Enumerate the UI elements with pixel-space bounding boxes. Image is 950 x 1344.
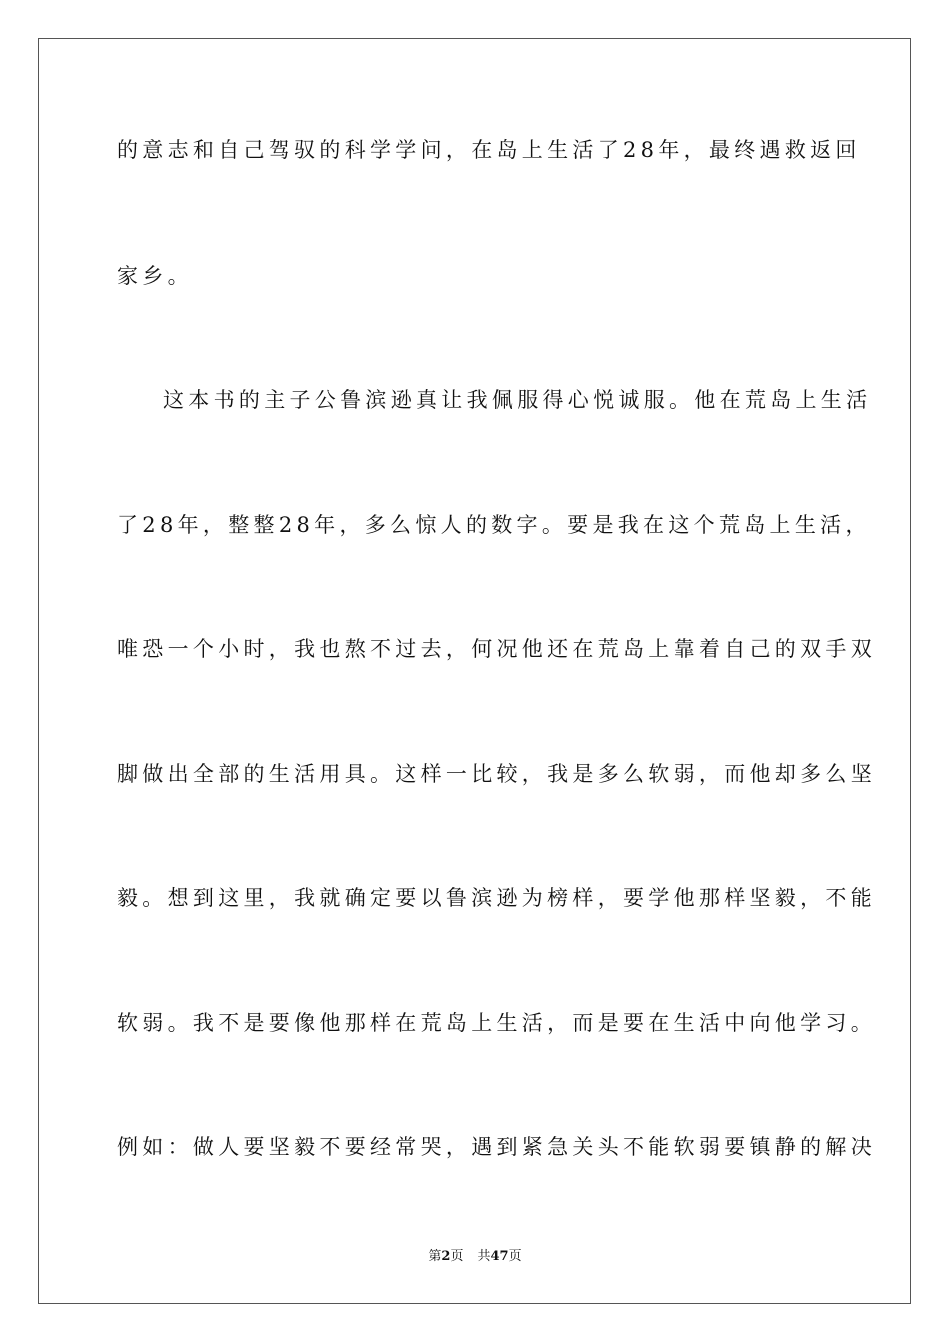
- total-prefix: 共: [477, 1249, 491, 1264]
- body-text-line-8: 软弱。我不是要像他那样在荒岛上生活，而是要在生活中向他学习。: [117, 1011, 876, 1035]
- page-frame: [38, 38, 911, 1304]
- body-text-line-2: 家乡。: [117, 264, 193, 288]
- body-text-line-1: 的意志和自己驾驭的科学学问，在岛上生活了28年，最终遇救返回: [117, 138, 861, 162]
- body-text-line-9: 例如：做人要坚毅不要经常哭，遇到紧急关头不能软弱要镇静的解决: [117, 1135, 876, 1159]
- body-text-line-5: 唯恐一个小时，我也熬不过去，何况他还在荒岛上靠着自己的双手双: [117, 637, 876, 661]
- body-text-line-7: 毅。想到这里，我就确定要以鲁滨逊为榜样，要学他那样坚毅，不能: [117, 886, 876, 910]
- page-footer: [0, 1248, 950, 1266]
- body-text-line-3: 这本书的主子公鲁滨逊真让我佩服得心悦诚服。他在荒岛上生活: [163, 388, 872, 412]
- body-text-line-6: 脚做出全部的生活用具。这样一比较，我是多么软弱，而他却多么坚: [117, 762, 876, 786]
- total-suffix: 页: [508, 1249, 522, 1264]
- total-pages: 47: [490, 1249, 509, 1264]
- body-text-line-4: 了28年，整整28年，多么惊人的数字。要是我在这个荒岛上生活，: [117, 513, 871, 537]
- page-suffix: 页: [450, 1249, 464, 1264]
- page-number: 2: [441, 1249, 451, 1264]
- page-prefix: 第: [428, 1249, 442, 1264]
